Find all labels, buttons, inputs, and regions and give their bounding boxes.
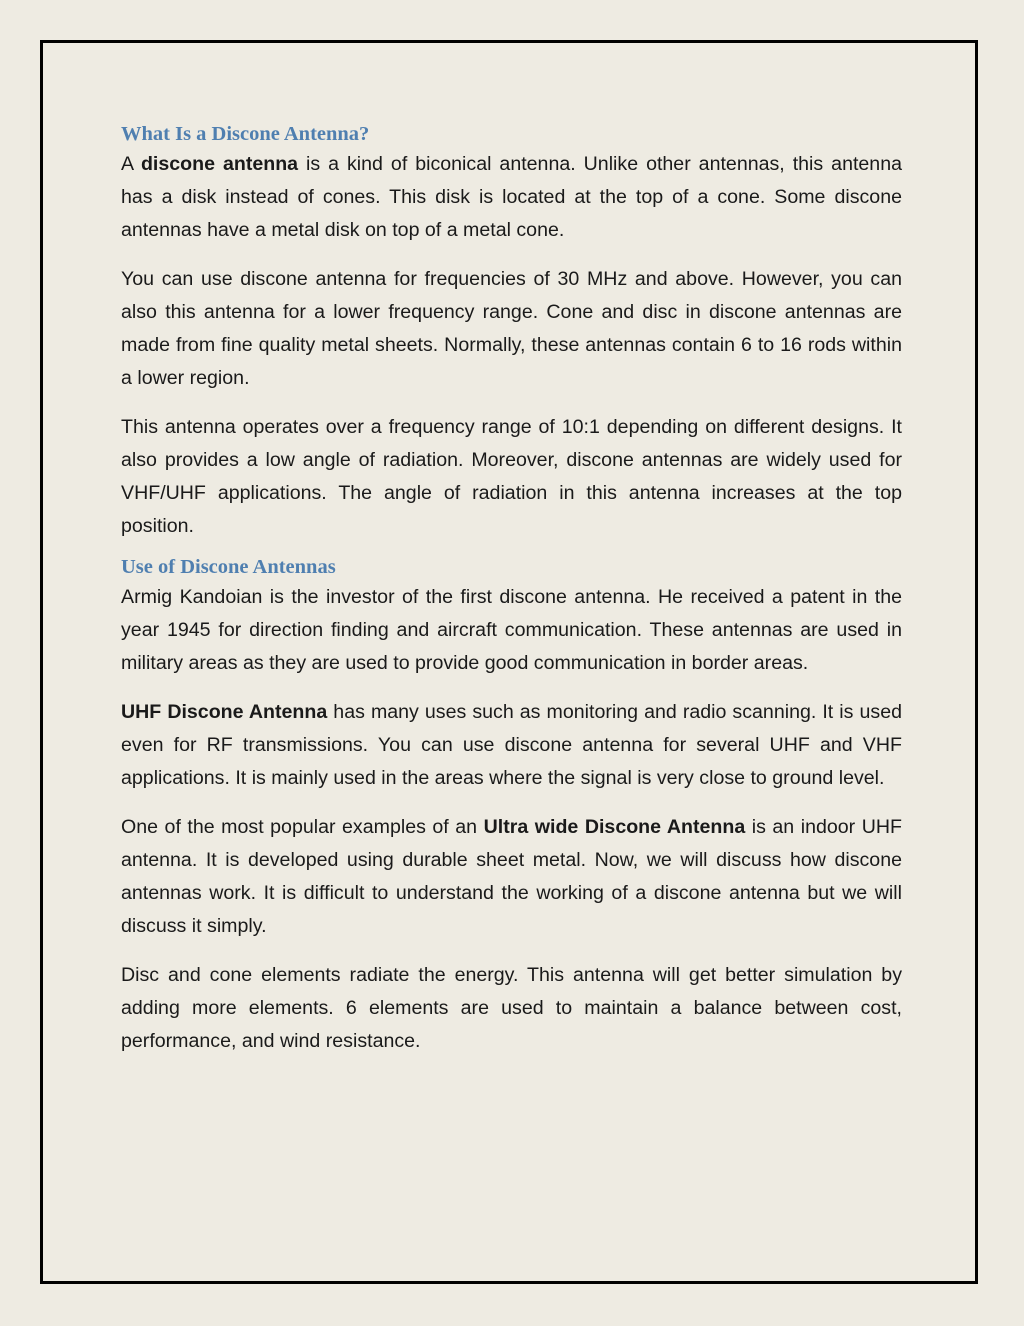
paragraph xyxy=(121,148,902,247)
document-body xyxy=(121,120,902,1074)
paragraph: Armig Kandoian is the investor of the first discone antenna. He received a patent in the year 1945 for direction finding and aircraft communication. These antennas are used in military areas as they are used to provide good communication in border areas. xyxy=(121,586,902,674)
paragraph: This antenna operates over a frequency range of 10:1 depending on different designs. It also provides a low angle of radiation. Moreover, discone antennas are widely used for VHF/UHF applications. The angle of radiation in this antenna increases at the top position. xyxy=(121,416,902,537)
text-run: A xyxy=(121,153,141,175)
text-run: is an indoor UHF antenna. It is developed using durable sheet metal. Now, we will discuss how discone antennas work. It is difficult to understand the working of a discone antenna but we will discuss it simply. xyxy=(121,816,902,937)
bold-term: discone antenna xyxy=(140,153,299,175)
paragraph xyxy=(121,696,902,795)
text-run: One of the most popular examples of an xyxy=(121,816,484,838)
paragraph: Disc and cone elements radiate the energy. This antenna will get better simulation by adding more elements. 6 elements are used to maintain a balance between cost, performance, and wind resistance. xyxy=(121,964,902,1052)
bold-term: UHF Discone Antenna xyxy=(121,701,328,723)
text-run: is a kind of biconical antenna. Unlike other antennas, this antenna has a disk instead of cones. This disk is located at the top of a cone. Some discone antennas have a metal disk on top of a metal cone. xyxy=(121,153,902,241)
section-heading-uses: Use of Discone Antennas xyxy=(121,556,336,578)
paragraph xyxy=(121,811,902,943)
section-heading-what-is: What Is a Discone Antenna? xyxy=(121,123,370,145)
paragraph: You can use discone antenna for frequencies of 30 MHz and above. However, you can also this antenna for a lower frequency range. Cone and disc in discone antennas are made from fine quality metal sheets. Normally, these antennas contain 6 to 16 rods within a lower region. xyxy=(121,268,902,389)
text-run: has many uses such as monitoring and radio scanning. It is used even for RF transmissions. You can use discone antenna for several UHF and VHF applications. It is mainly used in the areas where the signal is very close to ground level. xyxy=(121,701,902,789)
bold-term: Ultra wide Discone Antenna xyxy=(483,816,746,838)
